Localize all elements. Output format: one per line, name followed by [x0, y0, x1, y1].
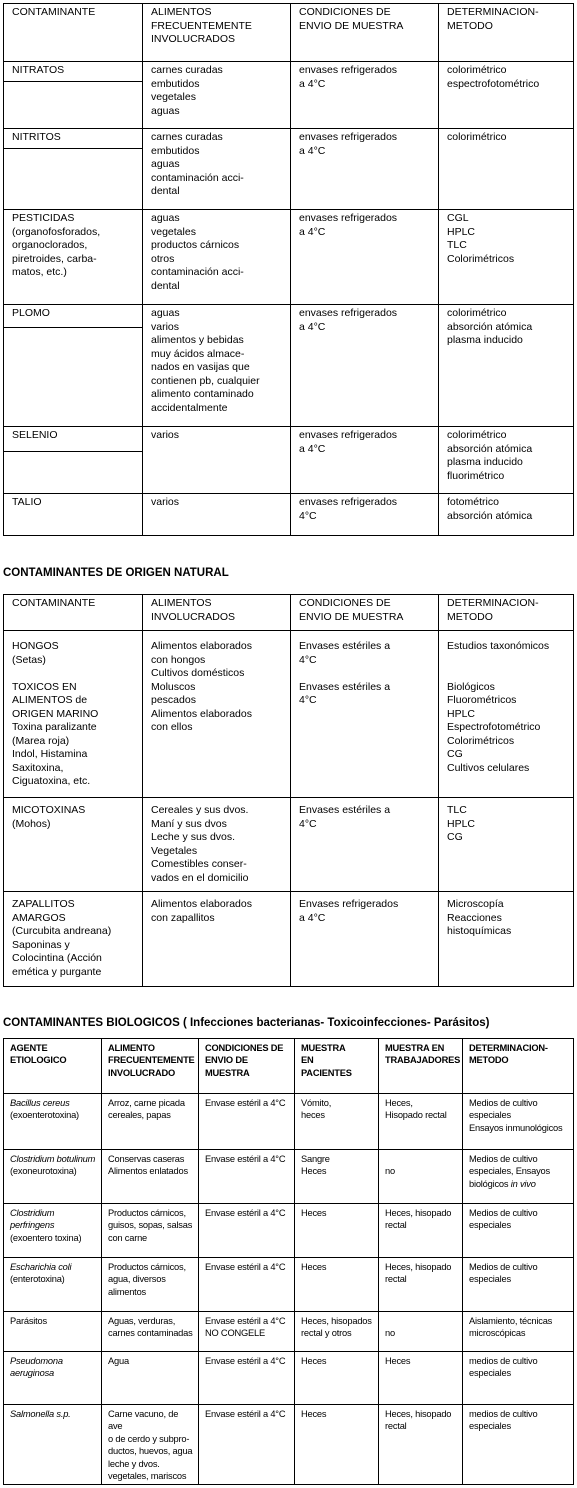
- food-cell: Cereales y sus dvos. Maní y sus dvos Leche y sus dvos. Vegetales Comestibles conser- vados en el domicilio: [143, 798, 291, 892]
- food-cell: Aguas, verduras, carnes contaminadas: [102, 1312, 199, 1352]
- worker-sample-cell: no: [379, 1150, 463, 1204]
- table-row: [4, 305, 574, 427]
- header-cell: CONDICIONES DE ENVIO DE MUESTRA: [199, 1039, 295, 1094]
- worker-sample-cell: Heces, hisopado rectal: [379, 1258, 463, 1312]
- header-cell: ALIMENTOS INVOLUCRADOS: [143, 595, 291, 631]
- contaminant-cell: [4, 427, 143, 494]
- food-cell: Conservas caseras Alimentos enlatados: [102, 1150, 199, 1204]
- food-cell: aguas varios alimentos y bebidas muy ácidos almace- nados en vasijas que contienen pb, cualquier alimento contaminado accidentalmente: [143, 305, 291, 427]
- method-text: Medios de cultivo especiales, Ensayos biológicos: [469, 1154, 550, 1189]
- shipping-cell: Envase estéril a 4°C NO CONGELE: [199, 1312, 295, 1352]
- contaminant-cell: [4, 129, 143, 210]
- shipping-cell: envases refrigerados a 4°C: [291, 305, 439, 427]
- contaminant-cell: PESTICIDAS (organofosforados, organoclorados, piretroides, carba- matos, etc.): [4, 210, 143, 305]
- table-row: [4, 129, 574, 210]
- method-cell: medios de cultivo especiales: [463, 1405, 574, 1485]
- shipping-cell: Envase estéril a 4°C: [199, 1204, 295, 1258]
- agent-name: Salmonella s.p.: [10, 1409, 71, 1419]
- table-header-row: [4, 4, 574, 62]
- contaminant-cell: [4, 305, 143, 427]
- header-cell: MUESTRA EN TRABAJADORES: [379, 1039, 463, 1094]
- worker-sample-cell: Heces: [379, 1352, 463, 1405]
- food-cell: varios: [143, 494, 291, 536]
- patient-sample-cell: Heces: [295, 1204, 379, 1258]
- patient-sample-cell: Heces: [295, 1352, 379, 1405]
- agent-name: Bacillus cereus: [10, 1098, 70, 1108]
- agent-cell: [4, 1204, 102, 1258]
- agent-cell: [4, 1150, 102, 1204]
- method-cell: fotométrico absorción atómica: [439, 494, 574, 536]
- food-cell: Alimentos elaborados con zapallitos: [143, 892, 291, 987]
- shipping-cell: Envase estéril a 4°C: [199, 1405, 295, 1485]
- table-header-row: [4, 595, 574, 631]
- method-cell: colorimétrico absorción atómica plasma inducido fluorimétrico: [439, 427, 574, 494]
- agent-name: Pseudomona aeruginosa: [10, 1356, 63, 1379]
- shipping-cell: Envases estériles a 4°C Envases estériles a 4°C: [291, 631, 439, 798]
- table-row: [4, 1352, 574, 1405]
- header-cell: CONDICIONES DE ENVIO DE MUESTRA: [291, 4, 439, 62]
- header-cell: CONTAMINANTE: [4, 595, 143, 631]
- natural-contaminants-table: [3, 594, 574, 987]
- food-cell: Productos cárnicos, agua, diversos alimentos: [102, 1258, 199, 1312]
- contaminant-name: NITRATOS: [4, 62, 142, 82]
- patient-sample-cell: Heces: [295, 1258, 379, 1312]
- shipping-cell: Envase estéril a 4°C: [199, 1258, 295, 1312]
- method-italic: in vivo: [510, 1178, 536, 1189]
- shipping-cell: envases refrigerados a 4°C: [291, 210, 439, 305]
- food-cell: carnes curadas embutidos aguas contaminación acci- dental: [143, 129, 291, 210]
- method-cell: Aislamiento, técnicas microscópicas: [463, 1312, 574, 1352]
- table-row: [4, 210, 574, 305]
- contaminant-cell: [4, 62, 143, 129]
- table-row: [4, 1094, 574, 1150]
- shipping-cell: Envase estéril a 4°C: [199, 1150, 295, 1204]
- table-row: [4, 1405, 574, 1485]
- table-row: [4, 1258, 574, 1312]
- agent-name: Clostridium perfringens: [10, 1208, 55, 1231]
- worker-sample-cell: Heces, hisopado rectal: [379, 1204, 463, 1258]
- table-row: [4, 62, 574, 129]
- table-row: [4, 798, 574, 892]
- agent-name: Clostridium botulinum: [10, 1154, 96, 1164]
- food-cell: Carne vacuno, de ave o de cerdo y subpro- ductos, huevos, agua leche y dvos. vegetales, mariscos: [102, 1405, 199, 1485]
- method-cell: colorimétrico: [439, 129, 574, 210]
- agent-cell: [4, 1258, 102, 1312]
- contaminant-cell: ZAPALLITOS AMARGOS (Curcubita andreana) Saponinas y Colocintina (Acción emética y purgante: [4, 892, 143, 987]
- table-header-row: [4, 1039, 574, 1094]
- agent-toxin: (exoenterotoxina): [10, 1110, 79, 1121]
- food-cell: Productos cárnicos, guisos, sopas, salsas con carne: [102, 1204, 199, 1258]
- agent-name: Escharichia coli: [10, 1262, 72, 1272]
- header-cell: CONDICIONES DE ENVIO DE MUESTRA: [291, 595, 439, 631]
- agent-cell: Parásitos: [4, 1312, 102, 1352]
- food-cell: carnes curadas embutidos vegetales aguas: [143, 62, 291, 129]
- method-cell: TLC HPLC CG: [439, 798, 574, 892]
- section-title-biological: CONTAMINANTES BIOLOGICOS ( Infecciones bacterianas- Toxicoinfecciones- Parásitos): [3, 1017, 490, 1029]
- chemical-contaminants-table: [3, 3, 574, 536]
- table-row: [4, 1150, 574, 1204]
- method-cell: [463, 1150, 574, 1204]
- shipping-cell: envases refrigerados a 4°C: [291, 427, 439, 494]
- food-cell: aguas vegetales productos cárnicos otros contaminación acci- dental: [143, 210, 291, 305]
- worker-sample-cell: no: [379, 1312, 463, 1352]
- method-cell: Microscopía Reacciones histoquímicas: [439, 892, 574, 987]
- header-cell: ALIMENTOS FRECUENTEMENTE INVOLUCRADOS: [143, 4, 291, 62]
- shipping-cell: Envase estéril a 4°C: [199, 1352, 295, 1405]
- header-cell: AGENTE ETIOLOGICO: [4, 1039, 102, 1094]
- header-cell: DETERMINACION- METODO: [439, 4, 574, 62]
- header-cell: DETERMINACION- METODO: [463, 1039, 574, 1094]
- shipping-cell: Envases estériles a 4°C: [291, 798, 439, 892]
- agent-cell: [4, 1405, 102, 1485]
- header-cell: MUESTRA EN PACIENTES: [295, 1039, 379, 1094]
- method-cell: CGL HPLC TLC Colorimétricos: [439, 210, 574, 305]
- shipping-cell: envases refrigerados a 4°C: [291, 129, 439, 210]
- table-row: [4, 1204, 574, 1258]
- table-row: [4, 427, 574, 494]
- patient-sample-cell: Sangre Heces: [295, 1150, 379, 1204]
- method-cell: Medios de cultivo especiales: [463, 1204, 574, 1258]
- contaminant-name: PLOMO: [4, 305, 142, 328]
- food-cell: Arroz, carne picada cereales, papas: [102, 1094, 199, 1150]
- patient-sample-cell: Heces: [295, 1405, 379, 1485]
- header-cell: ALIMENTO FRECUENTEMENTE INVOLUCRADO: [102, 1039, 199, 1094]
- patient-sample-cell: Vómito, heces: [295, 1094, 379, 1150]
- method-cell: colorimétrico espectrofotométrico: [439, 62, 574, 129]
- contaminant-name: SELENIO: [4, 427, 142, 452]
- table-row: [4, 631, 574, 798]
- patient-sample-cell: Heces, hisopados rectal y otros: [295, 1312, 379, 1352]
- agent-cell: [4, 1094, 102, 1150]
- agent-toxin: (enterotoxina): [10, 1274, 65, 1285]
- shipping-cell: Envases refrigerados a 4°C: [291, 892, 439, 987]
- header-cell: DETERMINACION- METODO: [439, 595, 574, 631]
- method-cell: colorimétrico absorción atómica plasma inducido: [439, 305, 574, 427]
- header-cell: CONTAMINANTE: [4, 4, 143, 62]
- shipping-cell: envases refrigerados 4°C: [291, 494, 439, 536]
- agent-toxin: (exoentero toxina): [10, 1232, 82, 1243]
- shipping-cell: Envase estéril a 4°C: [199, 1094, 295, 1150]
- method-cell: medios de cultivo especiales: [463, 1352, 574, 1405]
- section-title-natural: CONTAMINANTES DE ORIGEN NATURAL: [3, 567, 229, 579]
- table-row: [4, 494, 574, 536]
- worker-sample-cell: Heces, hisopado rectal: [379, 1405, 463, 1485]
- contaminant-cell: MICOTOXINAS (Mohos): [4, 798, 143, 892]
- biological-contaminants-table: [3, 1038, 574, 1485]
- food-cell: Alimentos elaborados con hongos Cultivos domésticos Moluscos pescados Alimentos elaborados con ellos: [143, 631, 291, 798]
- food-cell: varios: [143, 427, 291, 494]
- contaminant-name: NITRITOS: [4, 129, 142, 149]
- method-cell: Medios de cultivo especiales Ensayos inmunológicos: [463, 1094, 574, 1150]
- table-row: [4, 1312, 574, 1352]
- agent-toxin: (exoneurotoxina): [10, 1166, 77, 1177]
- worker-sample-cell: Heces, Hisopado rectal: [379, 1094, 463, 1150]
- food-cell: Agua: [102, 1352, 199, 1405]
- shipping-cell: envases refrigerados a 4°C: [291, 62, 439, 129]
- contaminant-cell: TALIO: [4, 494, 143, 536]
- method-cell: Estudios taxonómicos Biológicos Fluorométricos HPLC Espectrofotométrico Colorimétricos CG Cultivos celulares: [439, 631, 574, 798]
- contaminant-cell: HONGOS (Setas) TOXICOS EN ALIMENTOS de ORIGEN MARINO Toxina paralizante (Marea roja) Indol, Histamina Saxitoxina, Ciguatoxina, etc.: [4, 631, 143, 798]
- method-cell: Medios de cultivo especiales: [463, 1258, 574, 1312]
- agent-cell: [4, 1352, 102, 1405]
- table-row: [4, 892, 574, 987]
